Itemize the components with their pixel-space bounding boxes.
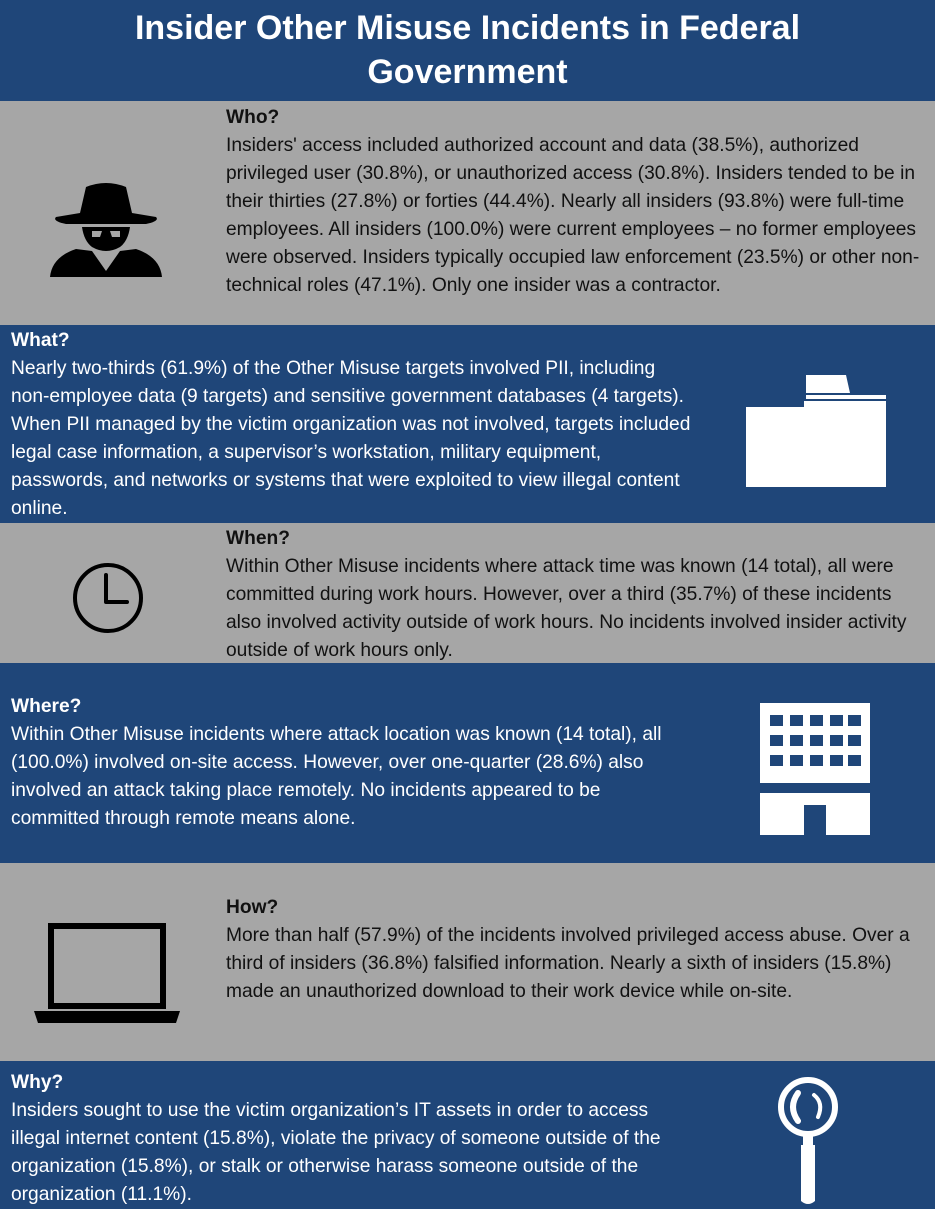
section-body: Within Other Misuse incidents where attack location was known (14 total), all (100.0%) involved on-site access. However, over one-quarter (28.6%) also involved an attack taking place remotely. No incidents appeared to be committed through remote means alone. [11, 724, 662, 829]
section-who-text [226, 104, 926, 300]
spy-icon [46, 179, 166, 277]
building-icon [760, 703, 870, 835]
section-where-text [11, 693, 691, 833]
section-body: Insiders sought to use the victim organization’s IT assets in order to access illegal internet content (15.8%), violate the privacy of someone outside of the organization (15.8%), or stalk or otherwise harass someone outside of the organization (11.1%). [11, 1100, 661, 1205]
section-who [0, 101, 935, 325]
folder-icon [746, 375, 886, 487]
section-where [0, 663, 935, 863]
page-header [0, 0, 935, 101]
section-why [0, 1061, 935, 1209]
laptop-icon [32, 923, 182, 1025]
section-body: Within Other Misuse incidents where attack time was known (14 total), all were committed during work hours. However, over a third (35.7%) of these incidents also involved activity outside of work hours. No incidents involved insider activity outside of work hours only. [226, 556, 907, 661]
section-body: More than half (57.9%) of the incidents involved privileged access abuse. Over a third of insiders (36.8%) falsified information. Nearly a sixth of insiders (15.8%) made an unauthorized download to their work device while on-site. [226, 925, 910, 1002]
page-title-line-2: Government [367, 53, 568, 91]
section-body: Insiders' access included authorized account and data (38.5%), authorized privileged user (30.8%), or unauthorized access (30.8%). Insiders tended to be in their thirties (27.8%) or forties (44.4%). Nearly all insiders (93.8%) were full-time employees. All insiders (100.0%) were current employees – no former employees were observed. Insiders typically occupied law enforcement (23.5%) or other non-technical roles (47.1%). Only one insider was a contractor. [226, 135, 920, 296]
section-when [0, 523, 935, 663]
section-when-text [226, 525, 926, 665]
section-heading: How? [226, 897, 279, 918]
page-title-line-1: Insider Other Misuse Incidents in Federal [134, 9, 801, 47]
section-body: Nearly two-thirds (61.9%) of the Other Misuse targets involved PII, including non-employee data (9 targets) and sensitive government databases (4 targets). When PII managed by the victim organization was not involved, targets included legal case information, a supervisor’s workstation, military equipment, passwords, and networks or systems that were exploited to view illegal content online. [11, 358, 691, 519]
section-heading: Where? [11, 696, 82, 717]
section-heading: Who? [226, 107, 280, 128]
section-heading: Why? [11, 1072, 64, 1093]
section-why-text [11, 1069, 691, 1209]
section-how [0, 863, 935, 1061]
clock-icon [71, 561, 145, 635]
section-heading: What? [11, 330, 70, 351]
section-how-text [226, 894, 926, 1006]
section-what [0, 325, 935, 523]
magnifier-icon [776, 1075, 842, 1207]
section-what-text [11, 327, 691, 523]
section-heading: When? [226, 528, 290, 549]
